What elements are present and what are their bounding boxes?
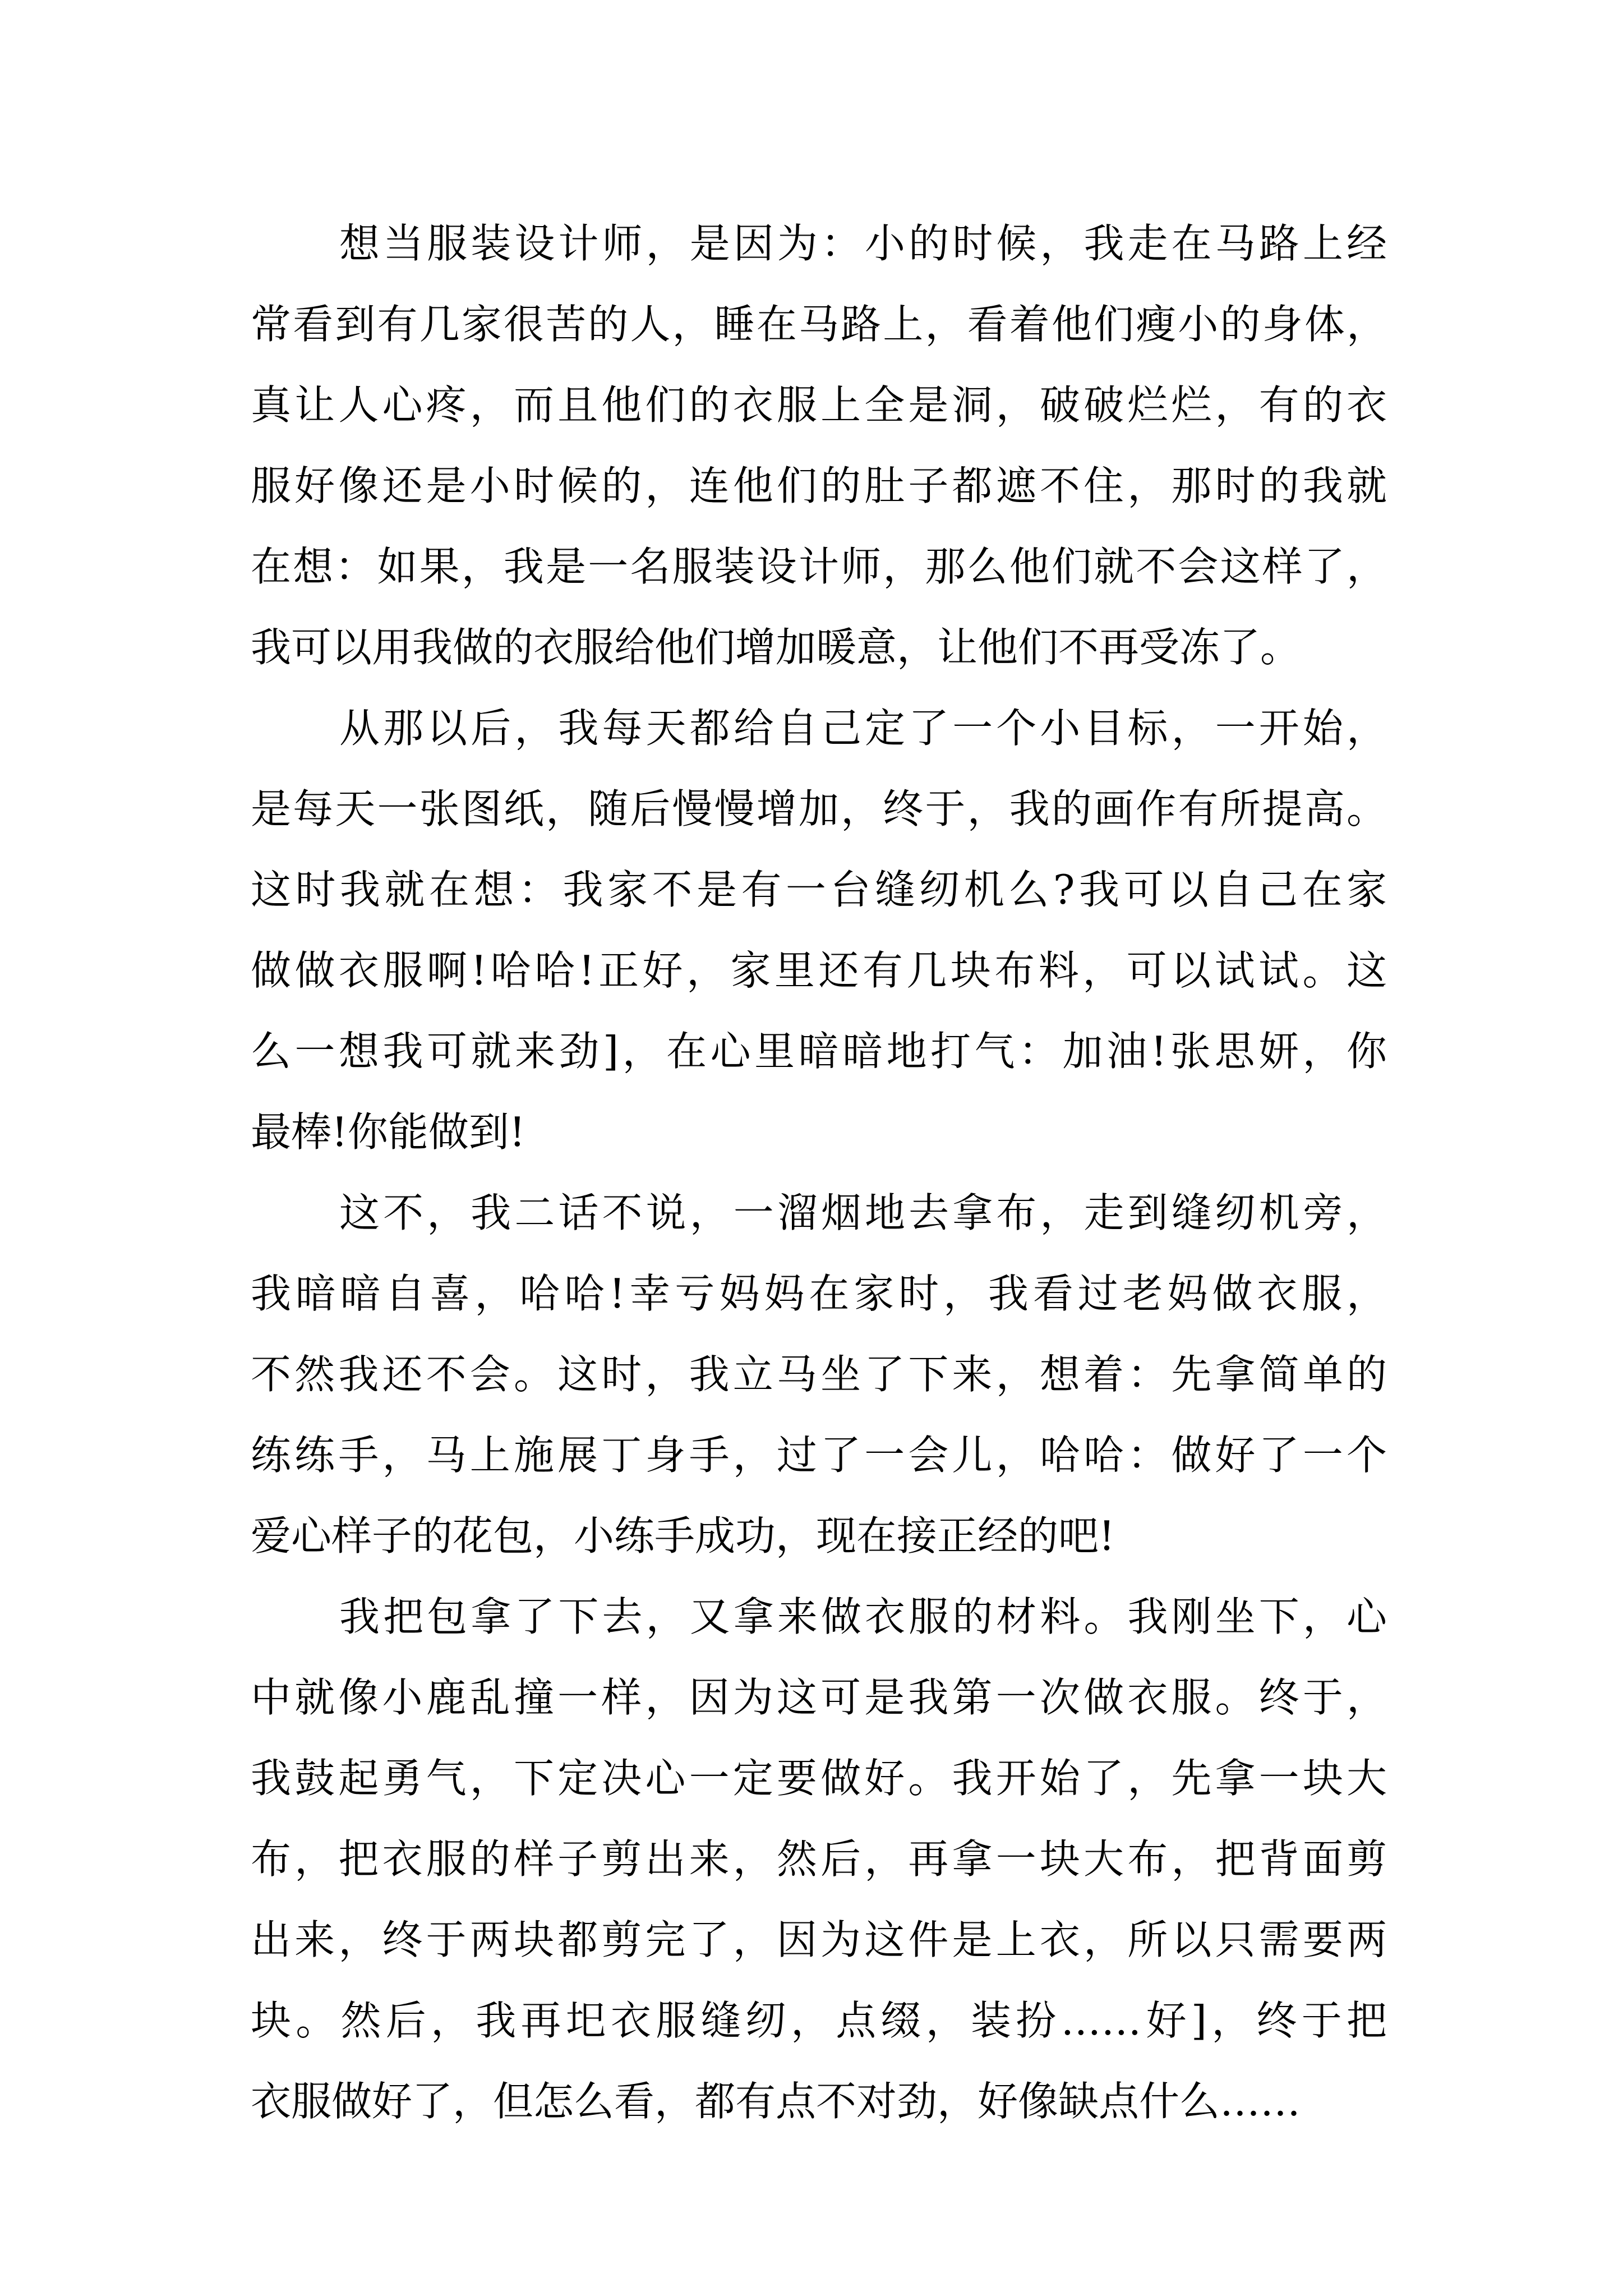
text-line: 么一想我可就来劲]，在心里暗暗地打气：加油!张思妍，你 (251, 1028, 1387, 1075)
paragraph-1 (251, 203, 1387, 688)
text-line: 常看到有几家很苦的人，睡在马路上，看着他们瘦小的身体， (251, 301, 1387, 348)
text-line: 布，把衣服的样子剪出来，然后，再拿一块大布，把背面剪 (251, 1835, 1387, 1883)
text-line: 衣服做好了，但怎么看，都有点不对劲，好像缺点什么…… (251, 2078, 1301, 2125)
text-line: 爱心样子的花包，小练手成功，现在接正经的吧! (251, 1512, 1115, 1559)
text-line: 我暗暗自喜，哈哈!幸亏妈妈在家时，我看过老妈做衣服， (251, 1270, 1387, 1317)
text-line: 我可以用我做的衣服给他们增加暖意，让他们不再受冻了。 (251, 624, 1301, 671)
text-line: 做做衣服啊!哈哈!正好，家里还有几块布料，可以试试。这 (251, 947, 1387, 994)
paragraph-3 (251, 1172, 1387, 1576)
text-line: 出来，终于两块都剪完了，因为这件是上衣，所以只需要两 (251, 1916, 1387, 1963)
text-line: 最棒!你能做到! (251, 1108, 525, 1156)
text-line: 我把包拿了下去，又拿来做衣服的材料。我刚坐下，心 (339, 1593, 1387, 1640)
text-line: 不然我还不会。这时，我立马坐了下来，想着：先拿简单的 (251, 1351, 1387, 1398)
text-line: 真让人心疼，而且他们的衣服上全是洞，破破烂烂，有的衣 (251, 381, 1387, 429)
text-line: 中就像小鹿乱撞一样，因为这可是我第一次做衣服。终于， (251, 1674, 1387, 1721)
text-line: 是每天一张图纸，随后慢慢增加，终于，我的画作有所提高。 (251, 785, 1387, 832)
text-line: 我鼓起勇气，下定决心一定要做好。我开始了，先拿一块大 (251, 1755, 1387, 1802)
text-line: 这不，我二话不说，一溜烟地去拿布，走到缝纫机旁， (339, 1189, 1387, 1236)
text-line: 想当服装设计师，是因为：小的时候，我走在马路上经 (339, 220, 1387, 267)
text-line: 这时我就在想：我家不是有一台缝纫机么?我可以自己在家 (251, 866, 1387, 913)
paragraph-4 (251, 1576, 1387, 2142)
text-line: 从那以后，我每天都给自己定了一个小目标，一开始， (339, 705, 1387, 752)
text-line: 服好像还是小时候的，连他们的肚子都遮不住，那时的我就 (251, 462, 1387, 509)
text-line: 在想：如果，我是一名服装设计师，那么他们就不会这样了， (251, 543, 1387, 590)
paragraph-2 (251, 688, 1387, 1172)
text-line: 块。然后，我再圯衣服缝纫，点缀，装扮……好]，终于把 (251, 1997, 1387, 2044)
text-line: 练练手，马上施展丁身手，过了一会儿，哈哈：做好了一个 (251, 1432, 1387, 1479)
document-page (251, 203, 1387, 2142)
